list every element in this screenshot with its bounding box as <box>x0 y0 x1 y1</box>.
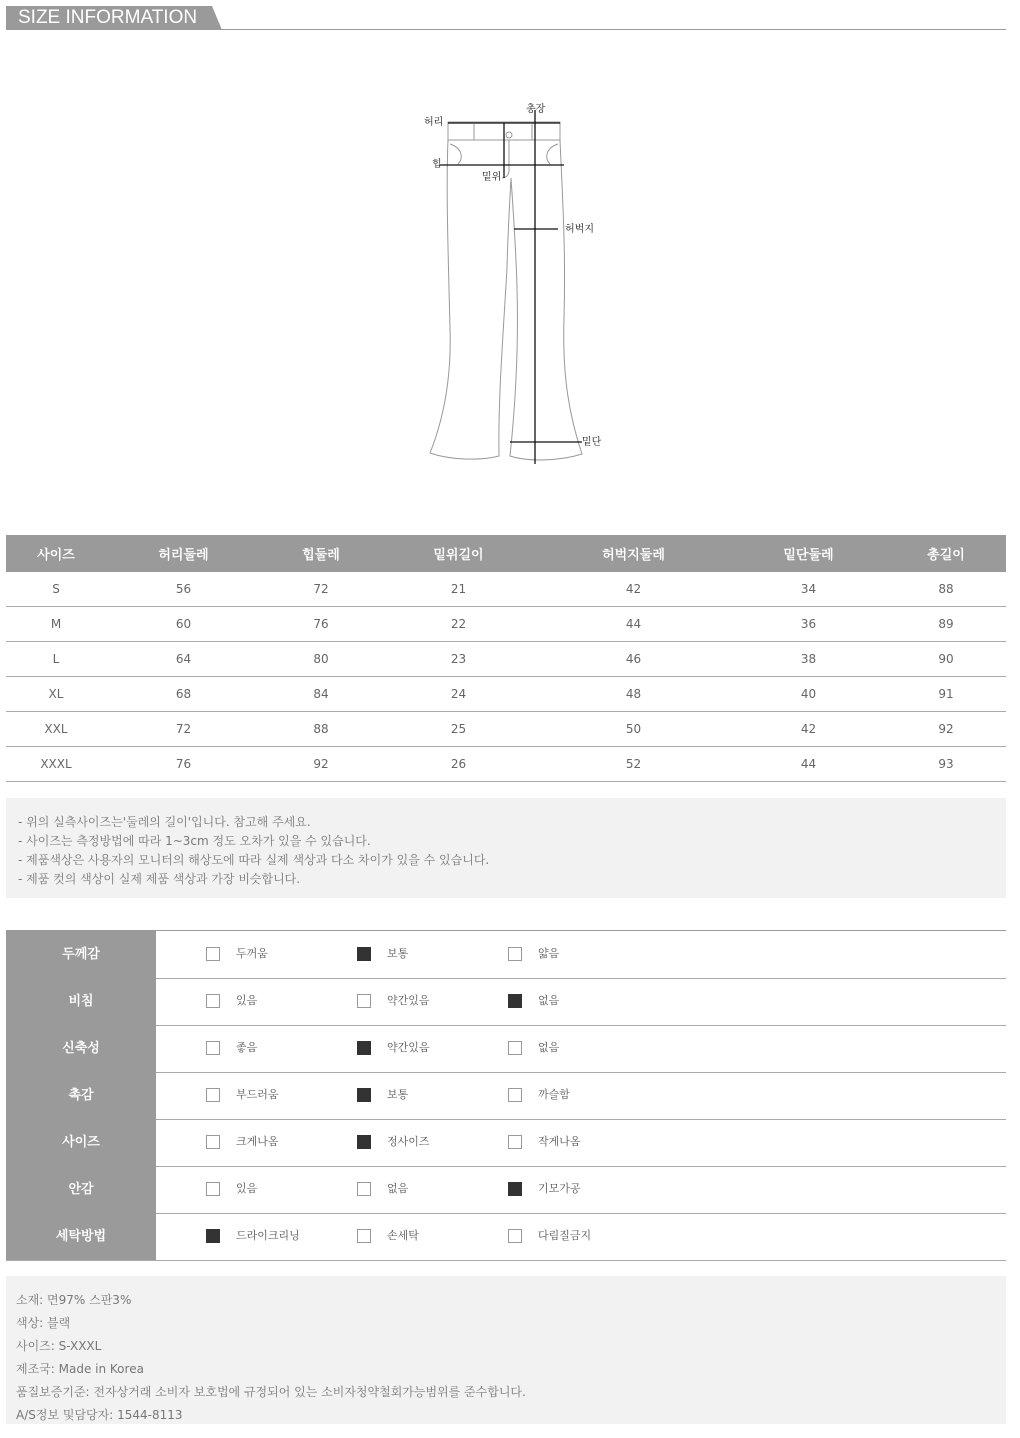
note-line: - 사이즈는 측정방법에 따라 1~3cm 정도 오차가 있을 수 있습니다. <box>18 834 371 848</box>
attribute-row <box>6 1025 1006 1073</box>
table-cell: 34 <box>731 572 886 607</box>
table-cell: 76 <box>261 607 381 642</box>
option-label: 작게나옴 <box>538 1135 581 1148</box>
column-header: 허리둘레 <box>106 535 261 572</box>
table-row <box>6 607 1006 642</box>
unchecked-box-icon[interactable] <box>206 1088 220 1102</box>
attribute-row <box>6 1119 1006 1167</box>
checked-box-icon[interactable] <box>357 1135 371 1149</box>
header-underline <box>6 29 1006 30</box>
column-header: 밑단둘레 <box>731 535 886 572</box>
label-thigh: 허벅지 <box>565 224 594 235</box>
option-label: 보통 <box>387 947 409 960</box>
table-cell: 36 <box>731 607 886 642</box>
option-label: 있음 <box>236 994 258 1007</box>
table-row <box>6 712 1006 747</box>
unchecked-box-icon[interactable] <box>508 1135 522 1149</box>
column-header: 허벅지둘레 <box>536 535 731 572</box>
table-cell: 84 <box>261 677 381 712</box>
info-material: 소재: 면97% 스판3% <box>16 1293 132 1307</box>
option-label: 있음 <box>236 1182 258 1195</box>
option-label: 좋음 <box>236 1041 258 1054</box>
checked-box-icon[interactable] <box>508 994 522 1008</box>
attribute-row <box>6 1166 1006 1214</box>
note-line: - 위의 실측사이즈는'둘레의 길이'입니다. 참고해 주세요. <box>18 815 311 829</box>
attribute-row <box>6 1213 1006 1261</box>
unchecked-box-icon[interactable] <box>508 1041 522 1055</box>
checked-box-icon[interactable] <box>357 1041 371 1055</box>
table-cell: 50 <box>536 712 731 747</box>
table-cell: 44 <box>731 747 886 782</box>
unchecked-box-icon[interactable] <box>508 1088 522 1102</box>
option-label: 기모가공 <box>538 1182 581 1195</box>
option-label: 없음 <box>538 1041 560 1054</box>
option-label: 정사이즈 <box>387 1135 430 1148</box>
info-origin: 제조국: Made in Korea <box>16 1362 144 1376</box>
option-label: 약간있음 <box>387 994 430 1007</box>
option-label: 없음 <box>387 1182 409 1195</box>
table-cell: 72 <box>106 712 261 747</box>
label-hip: 힙 <box>432 159 442 170</box>
header-title: SIZE INFORMATION <box>18 7 198 28</box>
attribute-row <box>6 978 1006 1026</box>
size-table-header <box>6 535 1006 572</box>
checked-box-icon[interactable] <box>357 1088 371 1102</box>
unchecked-box-icon[interactable] <box>206 1041 220 1055</box>
info-color: 색상: 블랙 <box>16 1316 71 1330</box>
checked-box-icon[interactable] <box>206 1229 220 1243</box>
notes-panel <box>6 798 1006 898</box>
table-cell: XL <box>6 677 106 712</box>
table-cell: XXXL <box>6 747 106 782</box>
option-label: 부드러움 <box>236 1088 279 1101</box>
table-cell: 46 <box>536 642 731 677</box>
info-quality: 품질보증기준: 전자상거래 소비자 보호법에 규정되어 있는 소비자청약철회가능범위를 준수합니다. <box>16 1385 526 1399</box>
checked-box-icon[interactable] <box>508 1182 522 1196</box>
table-cell: 25 <box>381 712 536 747</box>
table-cell: 56 <box>106 572 261 607</box>
section-header <box>6 6 1006 30</box>
option-label: 얇음 <box>538 947 560 960</box>
attribute-row <box>6 1072 1006 1120</box>
unchecked-box-icon[interactable] <box>206 994 220 1008</box>
table-cell: 76 <box>106 747 261 782</box>
label-hem: 밑단 <box>582 437 602 448</box>
option-label: 약간있음 <box>387 1041 430 1054</box>
column-header: 총길이 <box>886 535 1006 572</box>
table-cell: 24 <box>381 677 536 712</box>
table-cell: 26 <box>381 747 536 782</box>
attribute-row <box>6 931 1006 979</box>
table-cell: 52 <box>536 747 731 782</box>
table-cell: 89 <box>886 607 1006 642</box>
table-row <box>6 642 1006 677</box>
table-row <box>6 677 1006 712</box>
table-cell: 88 <box>886 572 1006 607</box>
option-label: 드라이크리닝 <box>236 1229 300 1242</box>
attribute-table <box>6 930 1006 1262</box>
label-total-length: 총장 <box>526 104 546 115</box>
unchecked-box-icon[interactable] <box>357 1182 371 1196</box>
table-cell: S <box>6 572 106 607</box>
pants-illustration <box>410 98 620 468</box>
table-cell: 88 <box>261 712 381 747</box>
unchecked-box-icon[interactable] <box>206 1182 220 1196</box>
table-cell: 80 <box>261 642 381 677</box>
table-row <box>6 747 1006 782</box>
table-cell: 64 <box>106 642 261 677</box>
table-cell: XXL <box>6 712 106 747</box>
checked-box-icon[interactable] <box>357 947 371 961</box>
info-size: 사이즈: S-XXXL <box>16 1339 102 1353</box>
attribute-label: 사이즈 <box>6 1119 156 1166</box>
note-line: - 제품색상은 사용자의 모니터의 해상도에 따라 실제 색상과 다소 차이가 있을 수 있습니다. <box>18 853 490 867</box>
table-cell: 93 <box>886 747 1006 782</box>
option-label: 손세탁 <box>387 1229 419 1242</box>
table-cell: 60 <box>106 607 261 642</box>
option-label: 없음 <box>538 994 560 1007</box>
attribute-label: 신축성 <box>6 1025 156 1072</box>
unchecked-box-icon[interactable] <box>357 994 371 1008</box>
table-cell: 90 <box>886 642 1006 677</box>
attribute-label: 촉감 <box>6 1072 156 1119</box>
unchecked-box-icon[interactable] <box>508 1229 522 1243</box>
table-cell: 72 <box>261 572 381 607</box>
table-cell: M <box>6 607 106 642</box>
label-rise: 밑위 <box>482 172 502 183</box>
column-header: 힙둘레 <box>261 535 381 572</box>
option-label: 다림질금지 <box>538 1229 592 1242</box>
table-cell: 92 <box>261 747 381 782</box>
table-cell: 92 <box>886 712 1006 747</box>
table-cell: 23 <box>381 642 536 677</box>
option-label: 보통 <box>387 1088 409 1101</box>
option-label: 까슬함 <box>538 1088 570 1101</box>
attribute-label: 두께감 <box>6 931 156 978</box>
unchecked-box-icon[interactable] <box>206 1135 220 1149</box>
size-table <box>6 535 1006 782</box>
table-row <box>6 572 1006 607</box>
column-header: 사이즈 <box>6 535 106 572</box>
attribute-label: 비침 <box>6 978 156 1025</box>
table-cell: 91 <box>886 677 1006 712</box>
product-info-panel <box>6 1276 1006 1424</box>
unchecked-box-icon[interactable] <box>206 947 220 961</box>
table-cell: 21 <box>381 572 536 607</box>
table-cell: L <box>6 642 106 677</box>
table-cell: 40 <box>731 677 886 712</box>
table-cell: 48 <box>536 677 731 712</box>
table-cell: 44 <box>536 607 731 642</box>
table-cell: 38 <box>731 642 886 677</box>
pants-diagram <box>410 98 620 468</box>
option-label: 크게나옴 <box>236 1135 279 1148</box>
unchecked-box-icon[interactable] <box>357 1229 371 1243</box>
table-cell: 42 <box>536 572 731 607</box>
column-header: 밑위길이 <box>381 535 536 572</box>
unchecked-box-icon[interactable] <box>508 947 522 961</box>
table-cell: 22 <box>381 607 536 642</box>
table-cell: 42 <box>731 712 886 747</box>
attribute-label: 세탁방법 <box>6 1213 156 1260</box>
option-label: 두꺼움 <box>236 947 268 960</box>
attribute-label: 안감 <box>6 1166 156 1213</box>
label-waist: 허리 <box>424 117 444 128</box>
table-cell: 68 <box>106 677 261 712</box>
note-line: - 제품 컷의 색상이 실제 제품 색상과 가장 비슷합니다. <box>18 872 301 886</box>
info-as-contact: A/S정보 및담당자: 1544-8113 <box>16 1408 183 1422</box>
